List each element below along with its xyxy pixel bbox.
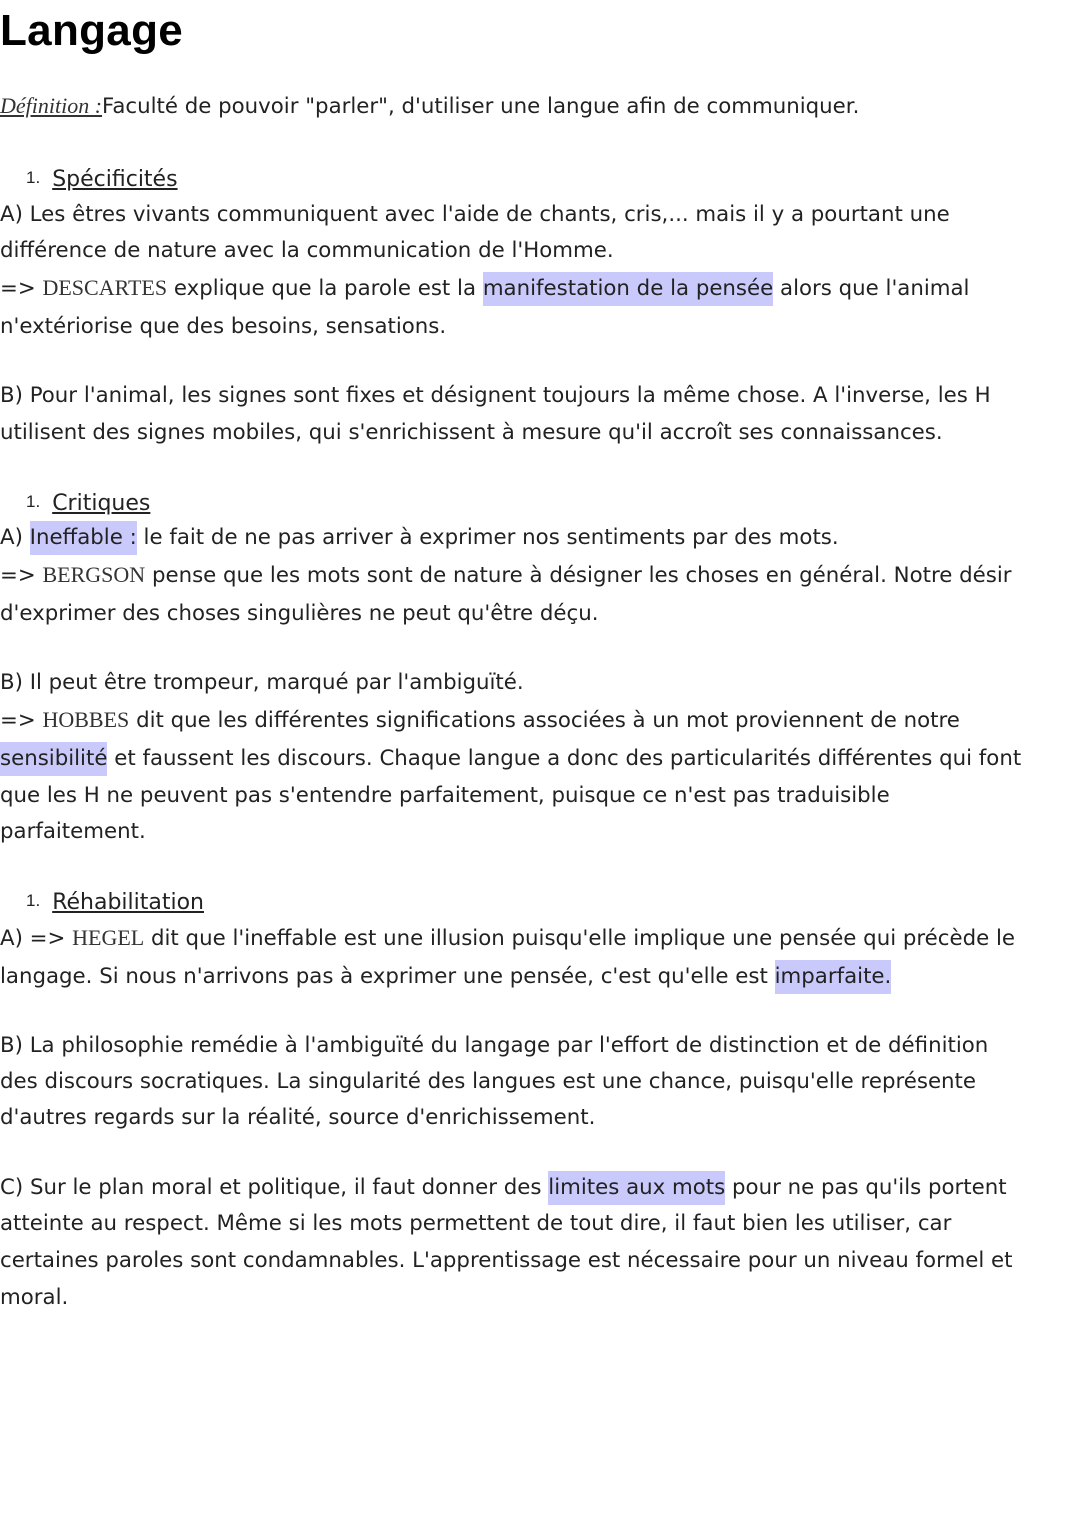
text-segment: A) [0, 525, 23, 550]
paragraph-line [0, 923, 1015, 954]
definition-label: Définition : [0, 93, 103, 118]
paragraph-line: B) La philosophie remédie à l'ambiguïté du langage par l'effort de distinction et de définition [0, 1033, 989, 1058]
paragraph-line [0, 560, 1012, 591]
paragraph-line: B) Il peut être trompeur, marqué par l'ambiguïté. [0, 670, 524, 695]
list-number: 1. [26, 168, 41, 187]
section-heading-critiques [26, 487, 150, 520]
arrow-symbol: => [0, 563, 36, 588]
text-segment: explique que la parole est la [173, 276, 477, 301]
page-title: Langage [0, 6, 184, 55]
paragraph-line: que les H ne peuvent pas s'entendre parfaitement, puisque ce n'est pas traduisible [0, 783, 890, 808]
philosopher-name: HEGEL [72, 925, 145, 950]
philosopher-name: DESCARTES [42, 275, 168, 300]
philosopher-name: HOBBES [42, 707, 130, 732]
list-number: 1. [26, 492, 41, 511]
paragraph-line [0, 962, 891, 992]
text-segment: et faussent les discours. Chaque langue a donc des particularités différentes qui font [114, 746, 1022, 771]
text-segment: pour ne pas qu'ils portent [732, 1175, 1007, 1200]
paragraph-line: atteinte au respect. Même si les mots permettent de tout dire, il faut bien les utiliser, car [0, 1211, 952, 1236]
text-segment: dit que l'ineffable est une illusion puisqu'elle implique une pensée qui précède le [151, 926, 1016, 951]
text-segment: le fait de ne pas arriver à exprimer nos sentiments par des mots. [143, 525, 839, 550]
paragraph-line: des discours socratiques. La singularité des langues est une chance, puisqu'elle représente [0, 1069, 976, 1094]
list-number: 1. [26, 891, 41, 910]
text-segment: A) => [0, 926, 66, 951]
highlighted-text: manifestation de la pensée [483, 272, 773, 306]
arrow-symbol: => [0, 276, 36, 301]
paragraph-line: utilisent des signes mobiles, qui s'enrichissent à mesure qu'il accroît ses connaissances. [0, 420, 943, 445]
paragraph-line: d'exprimer des choses singulières ne peut qu'être déçu. [0, 601, 599, 626]
paragraph-line: n'extériorise que des besoins, sensations. [0, 314, 447, 339]
highlighted-text: sensibilité [0, 742, 107, 776]
section-heading-rehabilitation [26, 886, 204, 919]
highlighted-text: imparfaite. [775, 960, 892, 994]
highlighted-text: limites aux mots [548, 1171, 725, 1205]
text-segment: pense que les mots sont de nature à désigner les choses en général. Notre désir [151, 563, 1012, 588]
text-segment: dit que les différentes significations associées à un mot proviennent de notre [136, 708, 960, 733]
paragraph-line [0, 273, 969, 304]
section-heading-specificites [26, 163, 178, 196]
paragraph-line [0, 1173, 1007, 1203]
paragraph-line: parfaitement. [0, 819, 146, 844]
paragraph-line [0, 523, 839, 553]
text-segment: C) Sur le plan moral et politique, il faut donner des [0, 1175, 542, 1200]
paragraph-line: différence de nature avec la communication de l'Homme. [0, 238, 614, 263]
paragraph-line: B) Pour l'animal, les signes sont fixes et désignent toujours la même chose. A l'inverse, les H [0, 383, 991, 408]
text-segment: langage. Si nous n'arrivons pas à exprimer une pensée, c'est qu'elle est [0, 964, 768, 989]
paragraph-line [0, 744, 1021, 774]
paragraph-line: d'autres regards sur la réalité, source d'enrichissement. [0, 1105, 596, 1130]
heading-text: Critiques [52, 491, 151, 516]
definition-line [0, 91, 859, 122]
heading-text: Réhabilitation [52, 890, 204, 915]
paragraph-line: A) Les êtres vivants communiquent avec l'aide de chants, cris,... mais il y a pourtant une [0, 202, 950, 227]
philosopher-name: BERGSON [42, 562, 146, 587]
highlighted-text: Ineffable : [30, 521, 137, 555]
paragraph-line: moral. [0, 1285, 69, 1310]
definition-text: Faculté de pouvoir "parler", d'utiliser une langue afin de communiquer. [102, 94, 860, 119]
paragraph-line: certaines paroles sont condamnables. L'apprentissage est nécessaire pour un niveau formel et [0, 1248, 1013, 1273]
arrow-symbol: => [0, 708, 36, 733]
heading-text: Spécificités [52, 167, 178, 192]
text-segment: alors que l'animal [780, 276, 970, 301]
paragraph-line [0, 705, 960, 736]
